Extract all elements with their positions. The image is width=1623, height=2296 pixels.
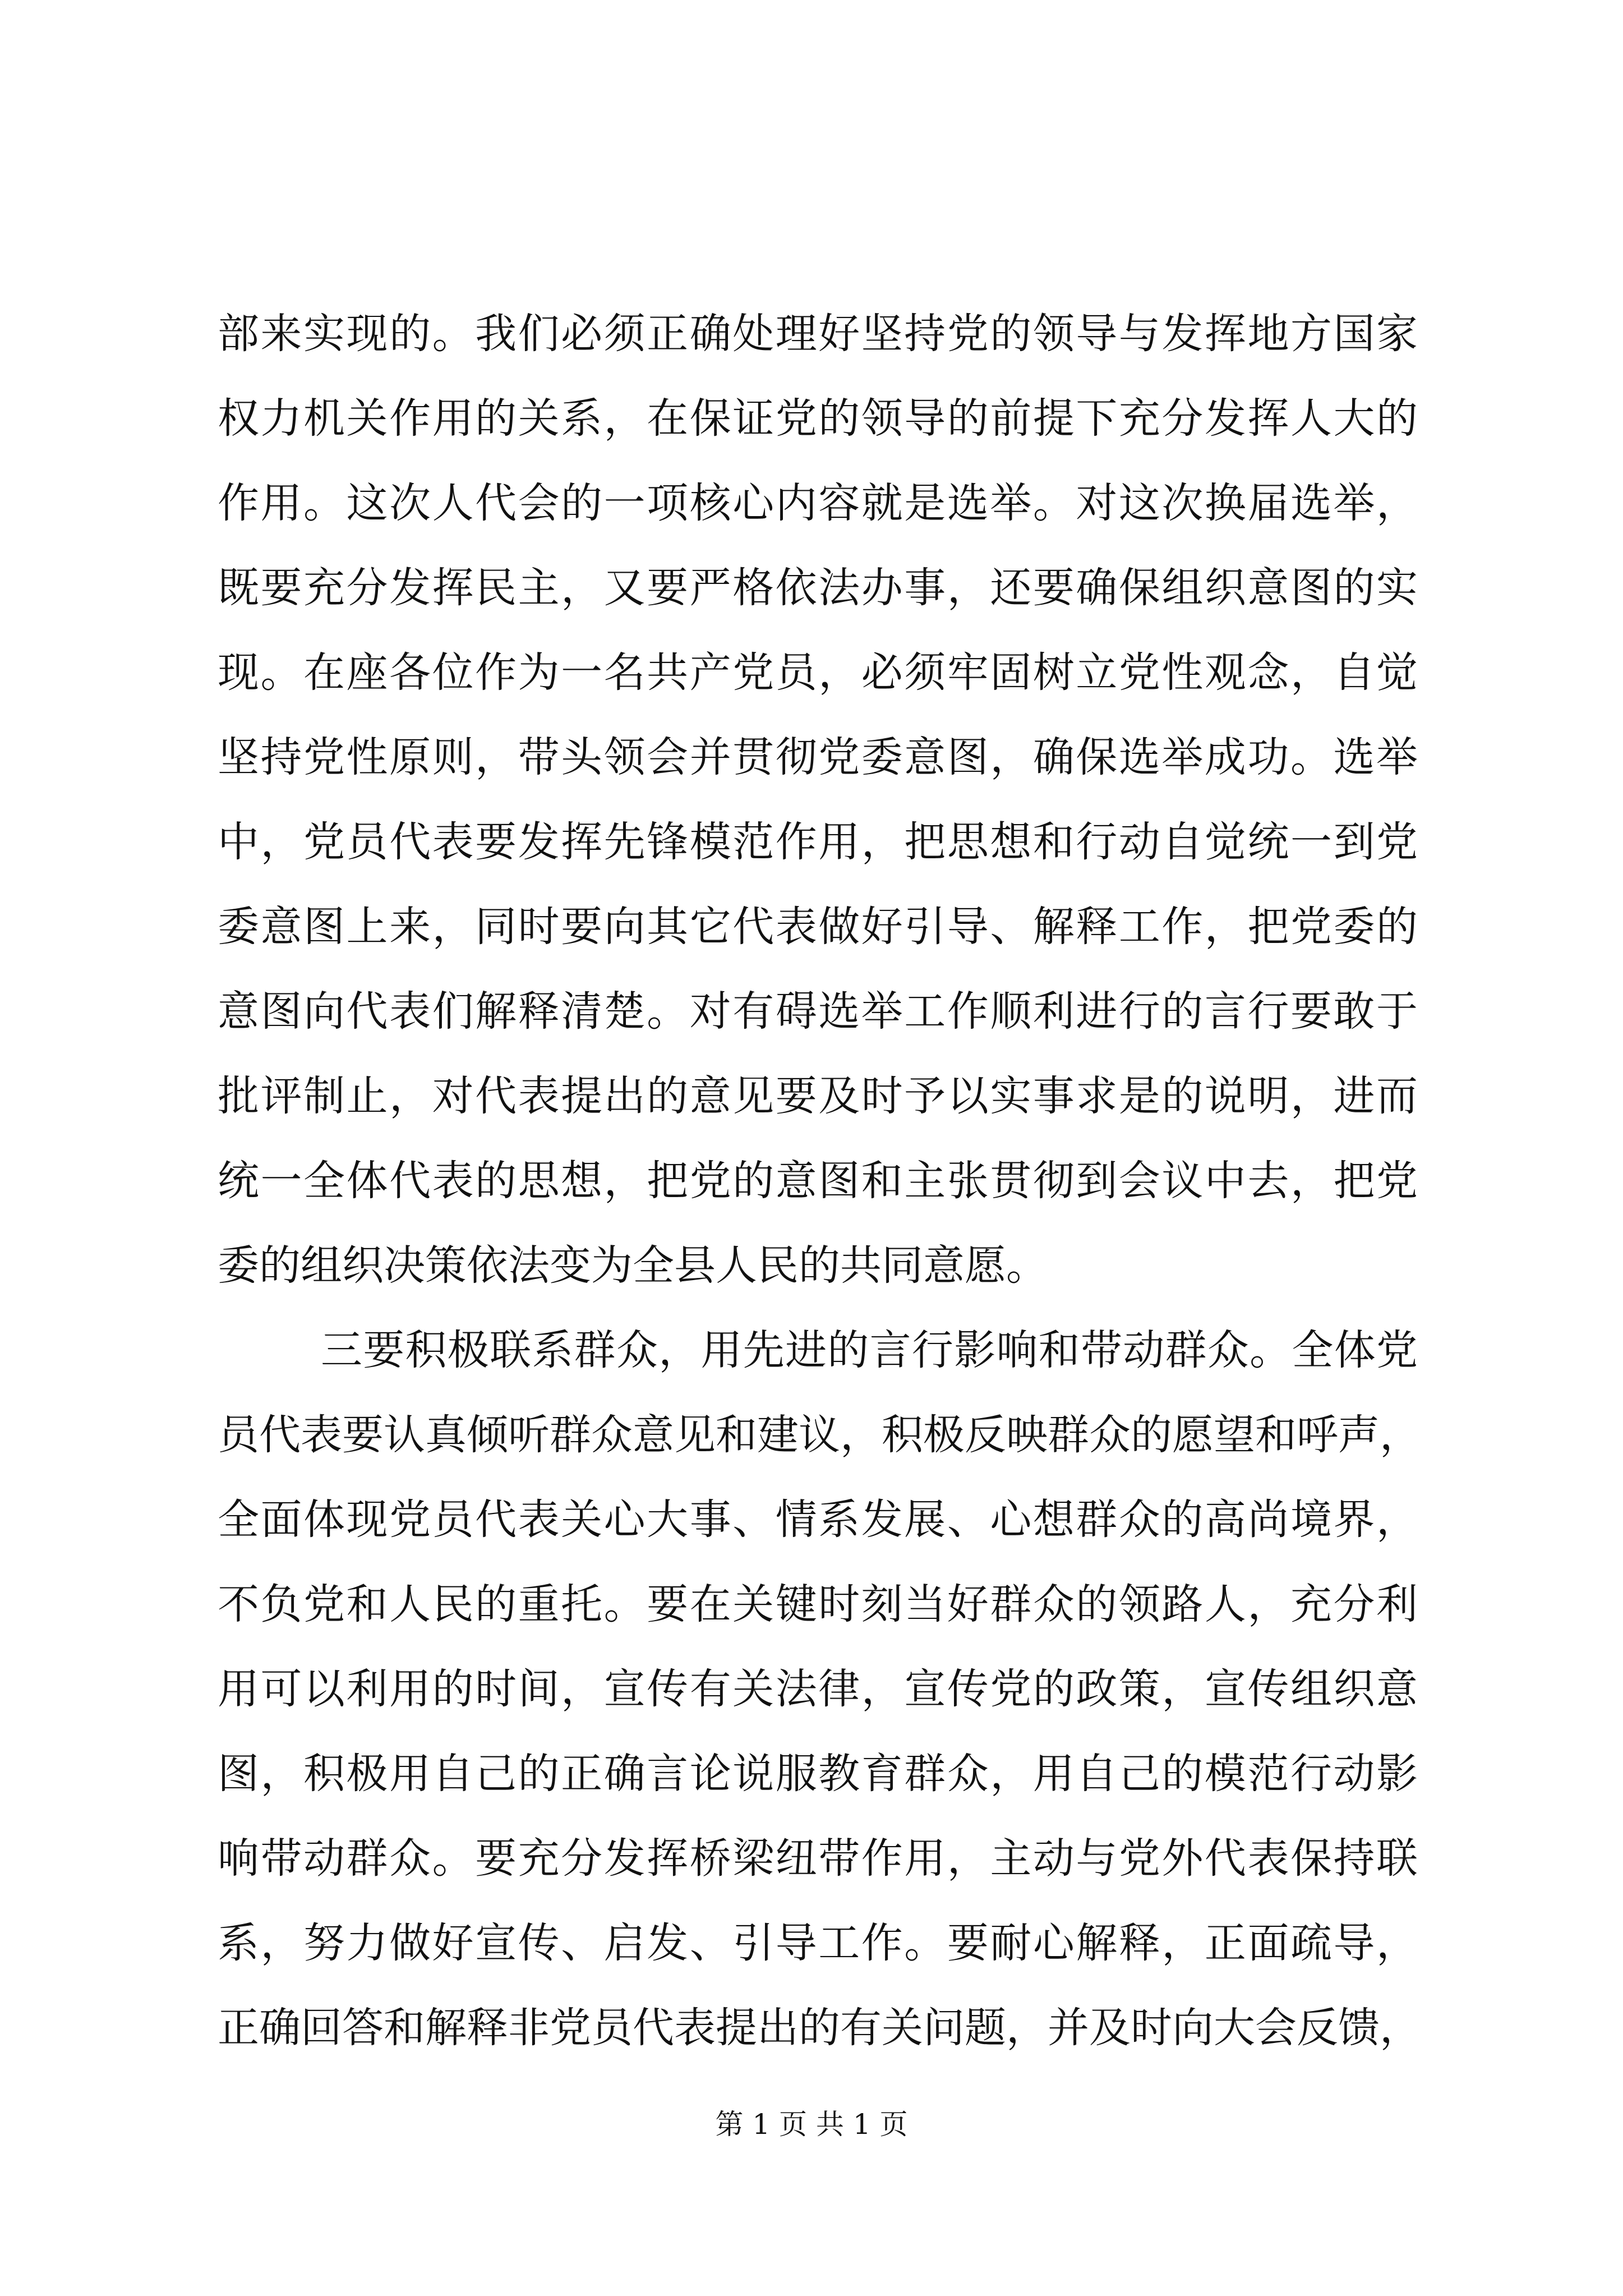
text-line: 正确回答和解释非党员代表提出的有关问题，并及时向大会反馈， xyxy=(218,2004,1421,2052)
text-line: 坚持党性原则，带头领会并贯彻党委意图，确保选举成功。选举 xyxy=(218,733,1418,781)
text-line: 部来实现的。我们必须正确处理好坚持党的领导与发挥地方国家 xyxy=(218,310,1418,358)
text-line: 统一全体代表的思想，把党的意图和主张贯彻到会议中去，把党 xyxy=(218,1157,1418,1205)
text-line: 图，积极用自己的正确言论说服教育群众，用自己的模范行动影 xyxy=(218,1750,1418,1798)
text-line: 系，努力做好宣传、启发、引导工作。要耐心解释，正面疏导， xyxy=(218,1919,1418,1967)
text-line: 响带动群众。要充分发挥桥梁纽带作用，主动与党外代表保持联 xyxy=(218,1834,1418,1883)
text-line: 全面体现党员代表关心大事、情系发展、心想群众的高尚境界， xyxy=(218,1496,1418,1544)
text-line: 用可以利用的时间，宣传有关法律，宣传党的政策，宣传组织意 xyxy=(218,1665,1418,1713)
text-line: 现。在座各位作为一名共产党员，必须牢固树立党性观念，自觉 xyxy=(218,648,1418,697)
text-line: 不负党和人民的重托。要在关键时刻当好群众的领路人，充分利 xyxy=(218,1580,1418,1628)
body-text xyxy=(218,292,1421,2070)
text-line: 权力机关作用的关系，在保证党的领导的前提下充分发挥人大的 xyxy=(218,394,1418,443)
text-line: 中，党员代表要发挥先锋模范作用，把思想和行动自觉统一到党 xyxy=(218,818,1418,866)
text-line-paragraph-start: 三要积极联系群众，用先进的言行影响和带动群众。全体党 xyxy=(321,1326,1418,1374)
text-line: 委意图上来，同时要向其它代表做好引导、解释工作，把党委的 xyxy=(218,903,1418,951)
text-line: 作用。这次人代会的一项核心内容就是选举。对这次换届选举， xyxy=(218,479,1418,527)
text-line: 既要充分发挥民主，又要严格依法办事，还要确保组织意图的实 xyxy=(218,564,1418,612)
text-line: 意图向代表们解释清楚。对有碍选举工作顺利进行的言行要敢于 xyxy=(218,987,1418,1036)
text-line-paragraph-end: 委的组织决策依法变为全县人民的共同意愿。 xyxy=(218,1241,1048,1290)
page-number-footer: 第 1 页 共 1 页 xyxy=(715,2108,908,2141)
text-line: 批评制止，对代表提出的意见要及时予以实事求是的说明，进而 xyxy=(218,1072,1418,1120)
text-line: 员代表要认真倾听群众意见和建议，积极反映群众的愿望和呼声， xyxy=(218,1411,1421,1459)
